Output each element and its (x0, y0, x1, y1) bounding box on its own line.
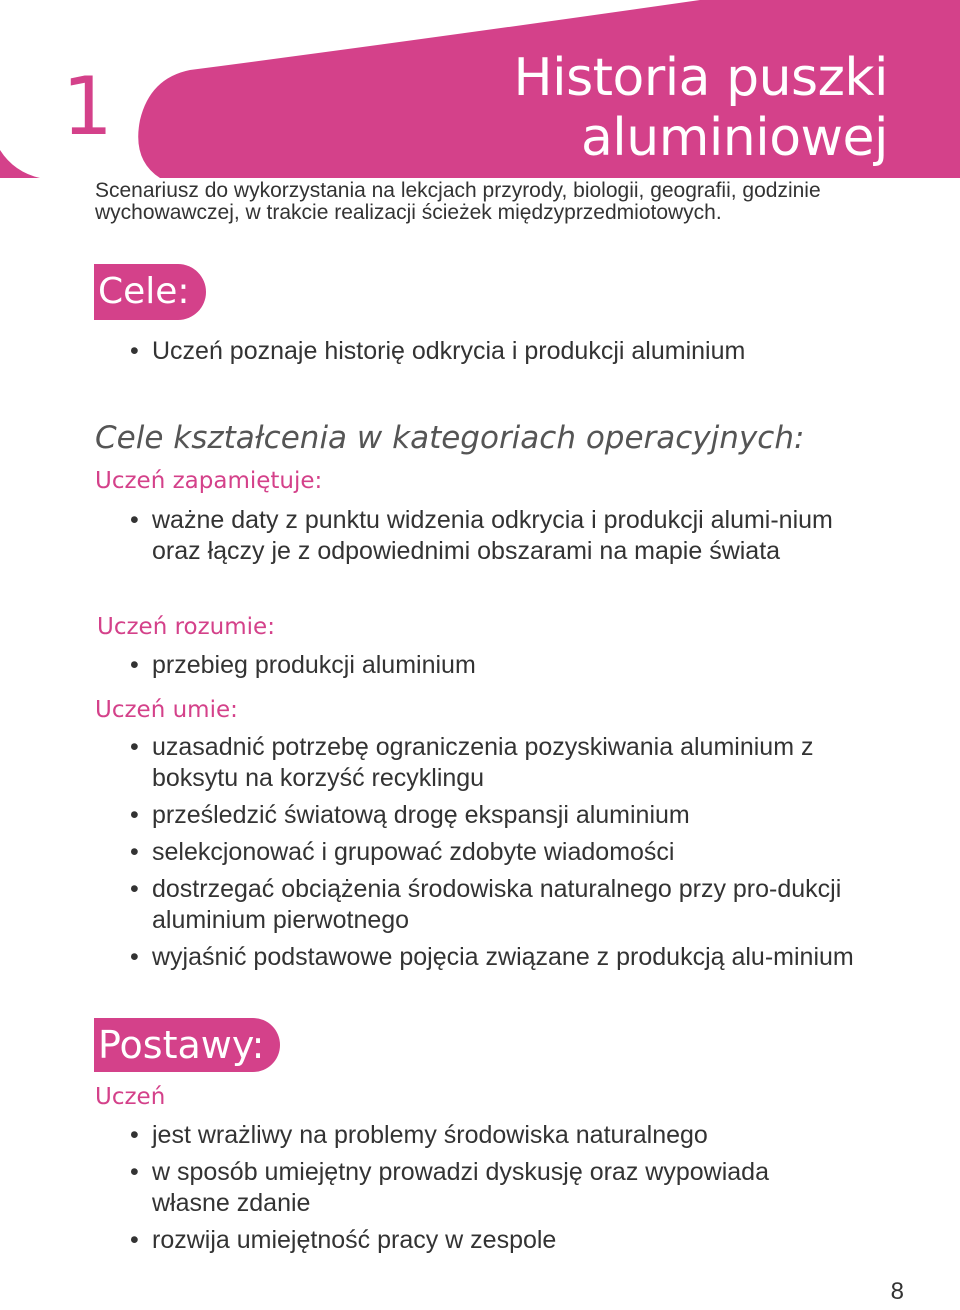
list-item: • w sposób umiejętny prowadzi dyskusję oraz wypowiada własne zdanie (130, 1157, 850, 1219)
cele-list (130, 336, 745, 367)
umie-label: Uczeń umie: (95, 697, 238, 723)
umie-list (130, 732, 870, 979)
list-item: • selekcjonować i grupować zdobyte wiadomości (130, 837, 870, 868)
zapamietuje-label: Uczeń zapamiętuje: (95, 468, 323, 494)
rozumie-label: Uczeń rozumie: (97, 614, 275, 640)
zapamietuje-list (130, 505, 850, 567)
title-line-2: aluminiowej (580, 108, 888, 168)
list-item: • wyjaśnić podstawowe pojęcia związane z produkcją alu-minium (130, 942, 870, 973)
rozumie-list (130, 650, 476, 681)
list-item: • dostrzegać obciążenia środowiska naturalnego przy pro-dukcji aluminium pierwotnego (130, 874, 870, 936)
intro-text: Scenariusz do wykorzystania na lekcjach przyrody, biologii, geografii, godzinie wychowawczej, w trakcie realizacji ścieżek międzyprzedmiotowych. (95, 179, 821, 224)
title-line-1: Historia puszki (513, 48, 888, 108)
postawy-list (130, 1120, 850, 1262)
list-item: • Uczeń poznaje historię odkrycia i produkcji aluminium (130, 336, 745, 367)
list-item: • przebieg produkcji aluminium (130, 650, 476, 681)
list-item: • jest wrażliwy na problemy środowiska naturalnego (130, 1120, 850, 1151)
chapter-number: 1 (62, 60, 113, 153)
postawy-heading: Postawy: (94, 1018, 280, 1072)
list-item: • prześledzić światową drogę ekspansji aluminium (130, 800, 870, 831)
postawy-label: Uczeń (95, 1084, 166, 1110)
page-title (514, 48, 888, 168)
list-item: • ważne daty z punktu widzenia odkrycia i produkcji alumi-nium oraz łączy je z odpowiednimi obszarami na mapie świata (130, 505, 850, 567)
cele-heading: Cele: (94, 264, 206, 320)
operational-goals-heading: Cele kształcenia w kategoriach operacyjnych: (95, 420, 805, 456)
list-item: • rozwija umiejętność pracy w zespole (130, 1225, 850, 1256)
list-item: • uzasadnić potrzebę ograniczenia pozyskiwania aluminium z boksytu na korzyść recyklingu (130, 732, 870, 794)
page-number: 8 (890, 1278, 904, 1305)
